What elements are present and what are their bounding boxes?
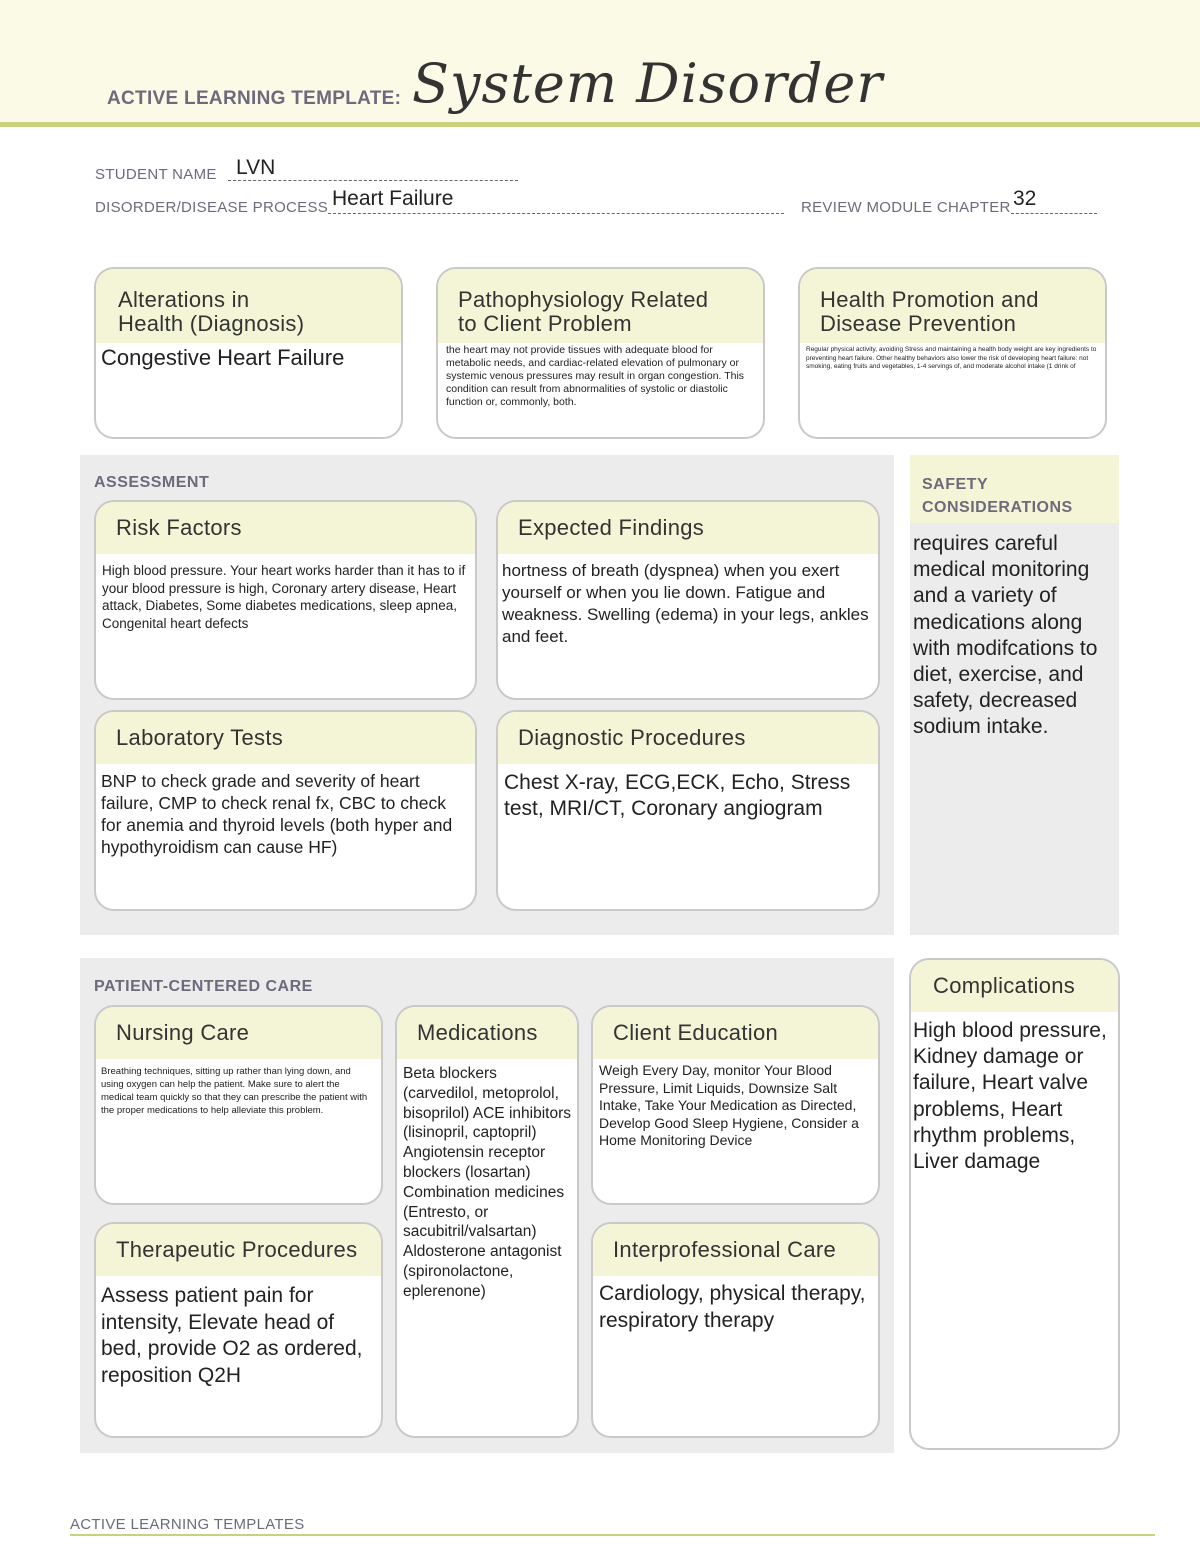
client-education-box bbox=[591, 1005, 880, 1205]
health-promotion-title-line1: Health Promotion and bbox=[820, 287, 1039, 312]
disorder-label: DISORDER/DISEASE PROCESS bbox=[95, 199, 329, 216]
nursing-care-title: Nursing Care bbox=[96, 1007, 381, 1059]
laboratory-tests-box bbox=[94, 710, 477, 911]
chapter-field[interactable]: 32 bbox=[1013, 187, 1037, 210]
therapeutic-procedures-text[interactable]: Assess patient pain for intensity, Elevate head of bed, provide O2 as ordered, reposition Q2H bbox=[101, 1284, 363, 1387]
chapter-underline bbox=[1011, 213, 1097, 214]
safety-title-line1: SAFETY bbox=[922, 476, 989, 493]
footer-rule bbox=[70, 1534, 1155, 1536]
interprofessional-care-box bbox=[591, 1222, 880, 1438]
student-name-underline bbox=[228, 180, 518, 181]
diagnostic-procedures-title: Diagnostic Procedures bbox=[498, 712, 878, 764]
expected-findings-box bbox=[496, 500, 880, 700]
safety-text[interactable]: requires careful medical monitoring and a variety of medications along with modifcations to diet, exercise, and safety, decreased sodium intake. bbox=[913, 532, 1098, 739]
safety-title bbox=[922, 473, 1073, 519]
alterations-title-line2: Health (Diagnosis) bbox=[118, 311, 305, 336]
interprofessional-care-text[interactable]: Cardiology, physical therapy, respiratory therapy bbox=[599, 1282, 866, 1332]
diagnostic-procedures-text[interactable]: Chest X-ray, ECG,ECK, Echo, Stress test, MRI/CT, Coronary angiogram bbox=[504, 771, 851, 820]
pathophysiology-title bbox=[438, 269, 763, 343]
therapeutic-procedures-box bbox=[94, 1222, 383, 1438]
pathophysiology-title-line2: to Client Problem bbox=[458, 311, 632, 336]
disorder-underline bbox=[328, 213, 784, 214]
chapter-label: REVIEW MODULE CHAPTER bbox=[801, 199, 1011, 216]
pathophysiology-box bbox=[436, 267, 765, 439]
health-promotion-box bbox=[798, 267, 1107, 439]
medications-text[interactable]: Beta blockers (carvedilol, metoprolol, bisoprilol) ACE inhibitors (lisinopril, captopril) Angiotensin receptor blockers (losartan) Combination medicines (Entresto, or sacubitril/valsartan) Aldosterone antagonist (spironolactone, eplerenone) bbox=[403, 1065, 571, 1300]
medications-box bbox=[395, 1005, 579, 1438]
medications-title: Medications bbox=[397, 1007, 577, 1059]
therapeutic-procedures-title: Therapeutic Procedures bbox=[96, 1224, 381, 1276]
complications-title: Complications bbox=[911, 960, 1118, 1012]
health-promotion-text[interactable]: Regular physical activity, avoiding Stress and maintaining a health body weight are key ingredients to preventing heart failure. Other healthy behaviors also lower the risk of developing heart failure: not smoking, eating fruits and vegetables, 1-4 servings of, and moderate alcohol intake (1 drink of bbox=[806, 346, 1097, 370]
expected-findings-text[interactable]: hortness of breath (dyspnea) when you exert yourself or when you lie down. Fatigue and weakness. Swelling (edema) in your legs, ankles and feet. bbox=[502, 561, 869, 646]
laboratory-tests-text[interactable]: BNP to check grade and severity of heart failure, CMP to check renal fx, CBC to check for anemia and thyroid levels (both hyper and hypothyroidism can cause HF) bbox=[101, 771, 453, 857]
patient-centered-care-title: PATIENT-CENTERED CARE bbox=[94, 978, 313, 995]
nursing-care-box bbox=[94, 1005, 383, 1205]
alterations-box bbox=[94, 267, 403, 439]
student-name-field[interactable]: LVN bbox=[236, 156, 276, 179]
safety-title-line2: CONSIDERATIONS bbox=[922, 499, 1073, 516]
nursing-care-text[interactable]: Breathing techniques, sitting up rather than lying down, and using oxygen can help the patient. Make sure to alert the medical team quickly so that they can prescribe the patient with the proper medications to help alleviate this problem. bbox=[101, 1066, 368, 1116]
expected-findings-title: Expected Findings bbox=[498, 502, 878, 554]
alterations-text[interactable]: Congestive Heart Failure bbox=[101, 345, 345, 370]
pathophysiology-title-line1: Pathophysiology Related bbox=[458, 287, 709, 312]
diagnostic-procedures-box bbox=[496, 710, 880, 911]
complications-text[interactable]: High blood pressure, Kidney damage or failure, Heart valve problems, Heart rhythm problems, Liver damage bbox=[913, 1019, 1107, 1174]
template-label: ACTIVE LEARNING TEMPLATE: bbox=[107, 88, 402, 109]
student-name-label: STUDENT NAME bbox=[95, 166, 217, 183]
laboratory-tests-title: Laboratory Tests bbox=[96, 712, 475, 764]
disorder-field[interactable]: Heart Failure bbox=[332, 187, 454, 210]
interprofessional-care-title: Interprofessional Care bbox=[593, 1224, 878, 1276]
risk-factors-text[interactable]: High blood pressure. Your heart works harder than it has to if your blood pressure is high, Coronary artery disease, Heart attack, Diabetes, Some diabetes medications, sleep apnea, Congenital heart defects bbox=[102, 563, 466, 631]
pathophysiology-text[interactable]: the heart may not provide tissues with adequate blood for metabolic needs, and cardiac-related elevation of pulmonary or systemic venous pressures may result in organ congestion. This condition can result from abnormalities of systolic or diastolic function or, commonly, both. bbox=[446, 344, 745, 408]
risk-factors-title: Risk Factors bbox=[96, 502, 475, 554]
health-promotion-title bbox=[800, 269, 1105, 343]
alterations-title-line1: Alterations in bbox=[118, 287, 250, 312]
client-education-title: Client Education bbox=[593, 1007, 878, 1059]
footer-label: ACTIVE LEARNING TEMPLATES bbox=[70, 1516, 305, 1533]
complications-box bbox=[909, 958, 1120, 1450]
template-title: System Disorder bbox=[412, 52, 884, 115]
header-rule bbox=[0, 122, 1200, 127]
health-promotion-title-line2: Disease Prevention bbox=[820, 311, 1017, 336]
client-education-text[interactable]: Weigh Every Day, monitor Your Blood Pressure, Limit Liquids, Downsize Salt Intake, Take Your Medication as Directed, Develop Good Sleep Hygiene, Consider a Home Monitoring Device bbox=[599, 1062, 859, 1149]
risk-factors-box bbox=[94, 500, 477, 700]
assessment-title: ASSESSMENT bbox=[94, 474, 210, 491]
alterations-title bbox=[96, 269, 401, 343]
